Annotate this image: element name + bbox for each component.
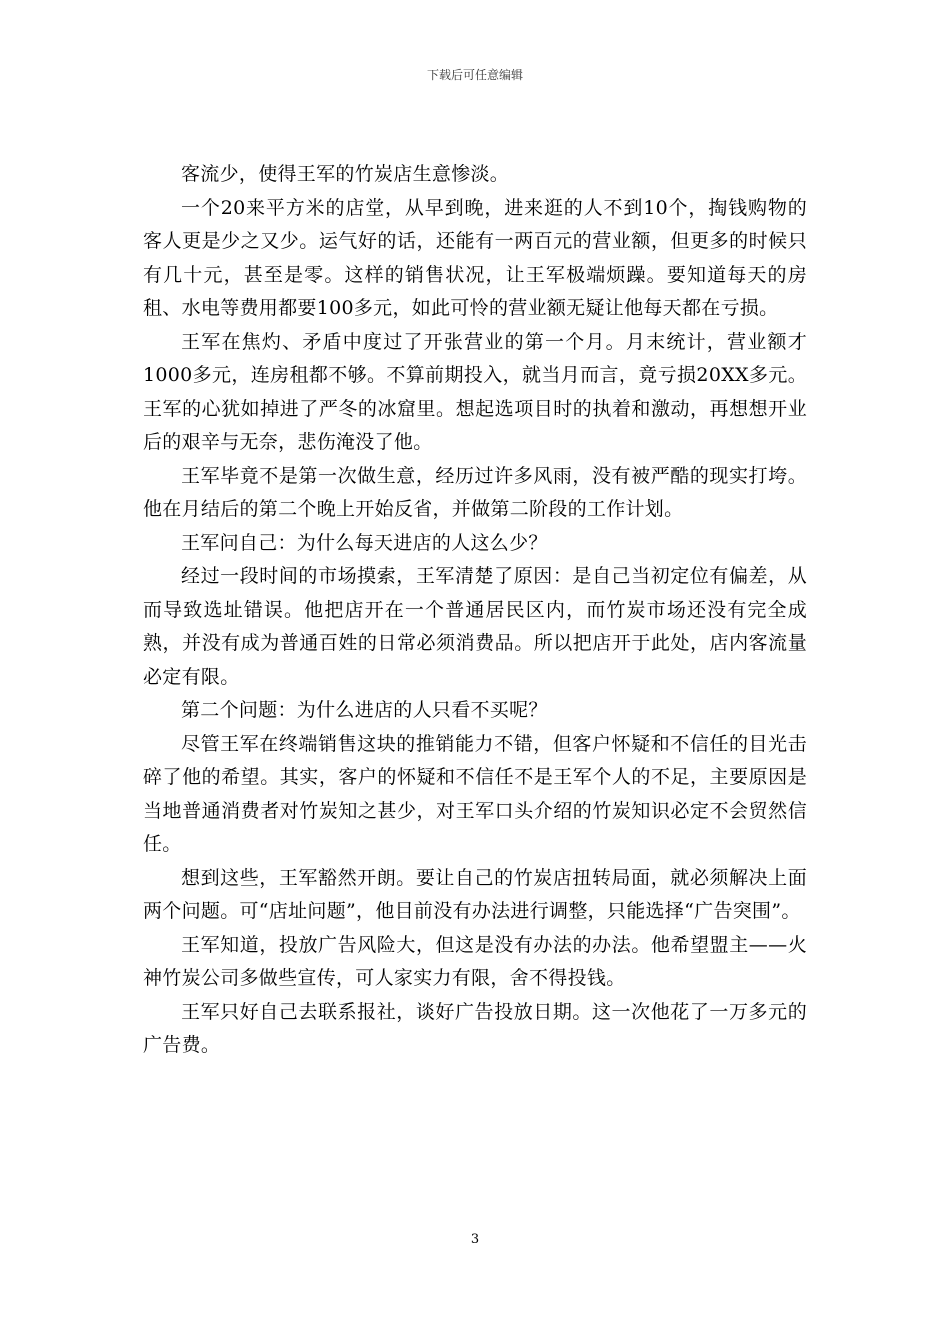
paragraph: 第二个问题：为什么进店的人只看不买呢？ [181, 699, 548, 721]
paragraph: 王军在焦灼、矛盾中度过了开张营业的第一个月。月末统计，营业额才1000多元，连房租都不够。不算前期投入，就当月而言，竟亏损20XX多元。王军的心犹如掉进了严冬的冰窟里。想起选项目时的执着和激动，再想想开业后的艰辛与无奈，悲伤淹没了他。 [143, 330, 807, 453]
paragraph: 王军问自己：为什么每天进店的人这么少？ [181, 531, 548, 554]
paragraph: 王军知道，投放广告风险大，但这是没有办法的办法。他希望盟主——火神竹炭公司多做些宣传，可人家实力有限，舍不得投钱。 [143, 933, 807, 989]
paragraph: 客流少，使得王军的竹炭店生意惨淡。 [181, 163, 510, 185]
paragraph: 经过一段时间的市场摸索，王军清楚了原因：是自己当初定位有偏差，从而导致选址错误。他把店开在一个普通居民区内，而竹炭市场还没有完全成熟，并没有成为普通百姓的日常必须消费品。所以把店开于此处，店内客流量必定有限。 [143, 565, 807, 688]
page-header: 下载后可任意编辑 [426, 68, 523, 82]
paragraph: 尽管王军在终端销售这块的推销能力不错，但客户怀疑和不信任的目光击碎了他的希望。其实，客户的怀疑和不信任不是王军个人的不足，主要原因是当地普通消费者对竹炭知之甚少，对王军口头介绍的竹炭知识必定不会贸然信任。 [143, 732, 807, 855]
page-number: 3 [470, 1232, 480, 1247]
paragraph: 王军毕竟不是第一次做生意，经历过许多风雨，没有被严酷的现实打垮。他在月结后的第二个晚上开始反省，并做第二阶段的工作计划。 [143, 464, 807, 520]
document-body [143, 158, 807, 1063]
paragraph: 王军只好自己去联系报社，谈好广告投放日期。这一次他花了一万多元的广告费。 [143, 1000, 807, 1056]
paragraph: 想到这些，王军豁然开朗。要让自己的竹炭店扭转局面，就必须解决上面两个问题。可“店址问题”，他目前没有办法进行调整，只能选择“广告突围”。 [143, 866, 807, 922]
paragraph: 一个20来平方米的店堂，从早到晚，进来逛的人不到10个，掏钱购物的客人更是少之又少。运气好的话，还能有一两百元的营业额，但更多的时候只有几十元，甚至是零。这样的销售状况，让王军极端烦躁。要知道每天的房租、水电等费用都要100多元，如此可怜的营业额无疑让他每天都在亏损。 [143, 196, 807, 319]
